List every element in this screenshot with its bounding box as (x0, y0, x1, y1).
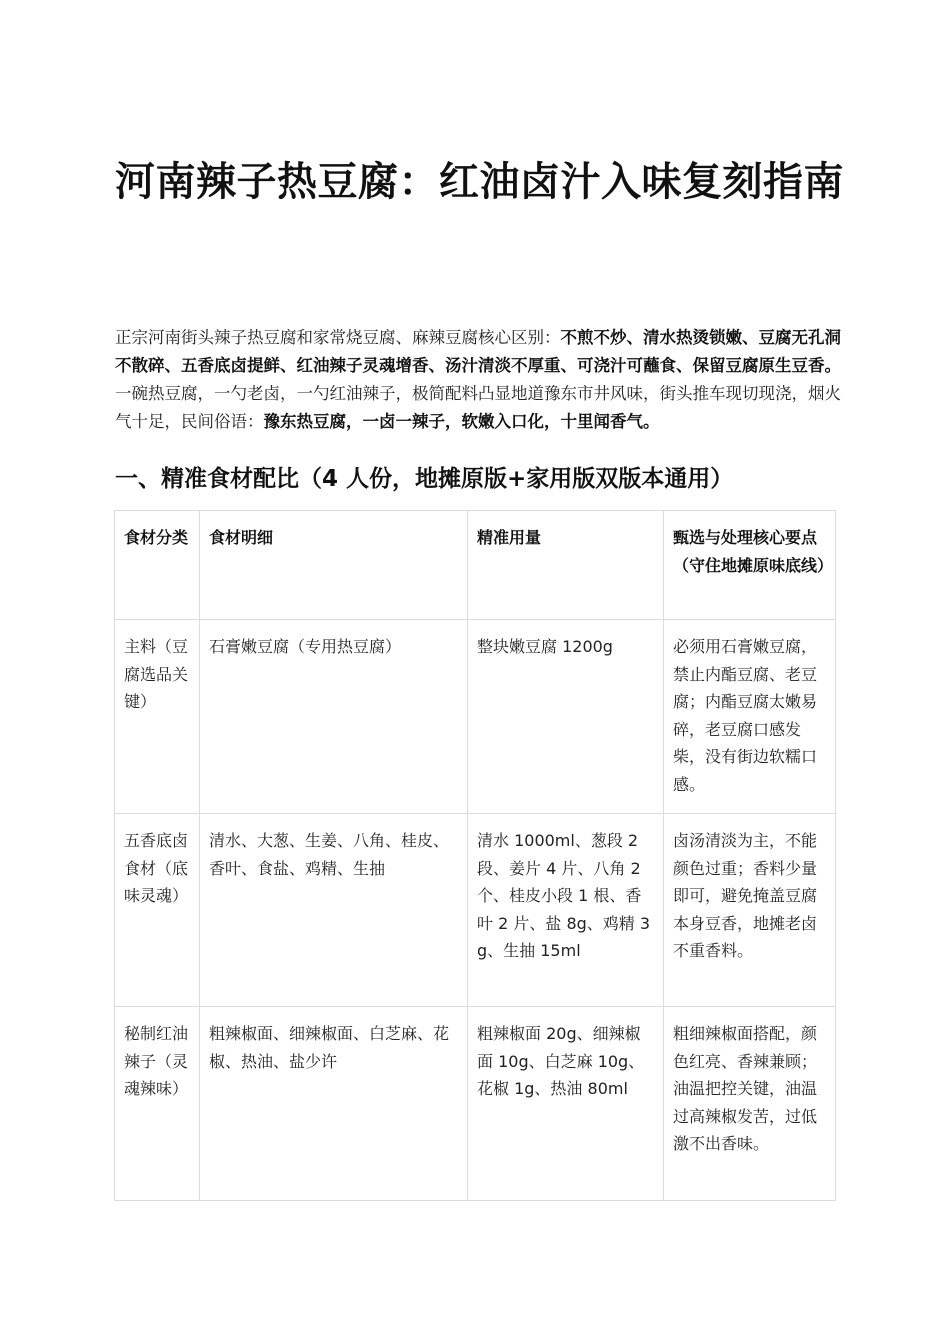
header-tips: 甄选与处理核心要点（守住地摊原味底线） (664, 511, 836, 620)
intro-saying: 豫东热豆腐，一卤一辣子，软嫩入口化，十里闻香气。 (263, 412, 660, 431)
ingredients-table (114, 510, 836, 1201)
page-title: 河南辣子热豆腐：红油卤汁入味复刻指南 (115, 159, 844, 205)
cell-detail: 粗辣椒面、细辣椒面、白芝麻、花椒、热油、盐少许 (200, 1007, 468, 1201)
cell-detail: 石膏嫩豆腐（专用热豆腐） (200, 620, 468, 814)
table-row (115, 814, 836, 1007)
table-row (115, 1007, 836, 1201)
cell-amount: 清水 1000ml、葱段 2 段、姜片 4 片、八角 2 个、桂皮小段 1 根、香叶 2 片、盐 8g、鸡精 3g、生抽 15ml (468, 814, 664, 1007)
header-category: 食材分类 (115, 511, 200, 620)
intro-key-points: 不煎不炒、清水热烫锁嫩、豆腐无孔洞不散碎、五香底卤提鲜、红油辣子灵魂增香、汤汁清淡不厚重、可浇汁可蘸食、保留豆腐原生豆香。 (115, 328, 841, 375)
table-header-row (115, 511, 836, 620)
cell-detail: 清水、大葱、生姜、八角、桂皮、香叶、食盐、鸡精、生抽 (200, 814, 468, 1007)
intro-lead: 正宗河南街头辣子热豆腐和家常烧豆腐、麻辣豆腐核心区别： (115, 328, 561, 347)
section-heading-ingredients: 一、精准食材配比（4 人份，地摊原版+家用版双版本通用） (115, 466, 734, 492)
cell-amount: 整块嫩豆腐 1200g (468, 620, 664, 814)
intro-paragraph (115, 324, 850, 436)
cell-tips: 必须用石膏嫩豆腐，禁止内酯豆腐、老豆腐；内酯豆腐太嫩易碎，老豆腐口感发柴，没有街边软糯口感。 (664, 620, 836, 814)
cell-category: 主料（豆腐选品关键） (115, 620, 200, 814)
table-row (115, 620, 836, 814)
cell-amount: 粗辣椒面 20g、细辣椒面 10g、白芝麻 10g、花椒 1g、热油 80ml (468, 1007, 664, 1201)
cell-category: 秘制红油辣子（灵魂辣味） (115, 1007, 200, 1201)
cell-category: 五香底卤食材（底味灵魂） (115, 814, 200, 1007)
cell-tips: 粗细辣椒面搭配，颜色红亮、香辣兼顾；油温把控关键，油温过高辣椒发苦，过低激不出香味。 (664, 1007, 836, 1201)
intro-middle: 一碗热豆腐，一勺老卤，一勺红油辣子，极简配料凸显地道豫东市井风味，街头推车现切现浇，烟火气十足，民间俗语： (115, 384, 841, 431)
header-amount: 精准用量 (468, 511, 664, 620)
cell-tips: 卤汤清淡为主，不能颜色过重；香料少量即可，避免掩盖豆腐本身豆香，地摊老卤不重香料。 (664, 814, 836, 1007)
header-detail: 食材明细 (200, 511, 468, 620)
